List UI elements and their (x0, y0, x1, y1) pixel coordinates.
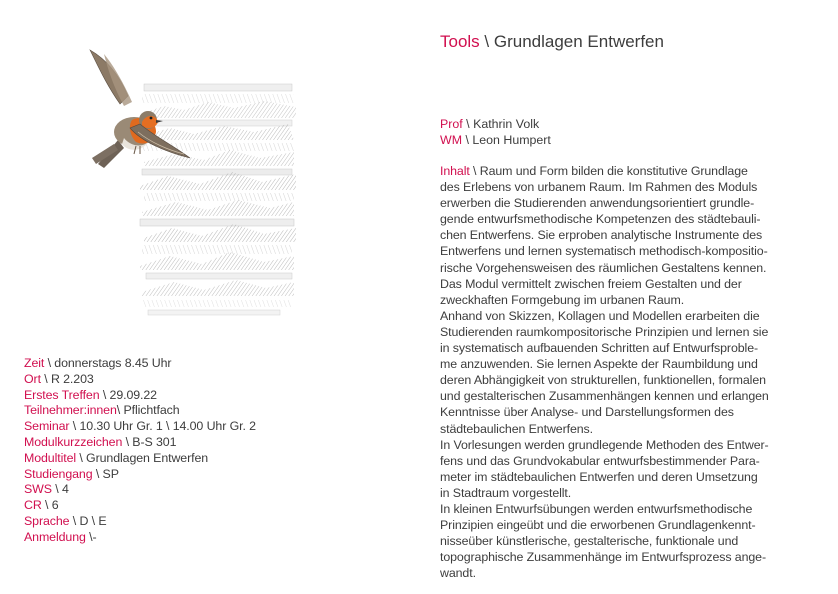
description-line: erwerben die Studierenden anwendungsorientiert grundle- (440, 196, 755, 211)
meta-label: Erstes Treffen (24, 387, 100, 402)
description-line: Entwerfens und lernen systematisch methodisch-kompositio- (440, 244, 768, 259)
description-line: Prinzipien eingeübt und die erworbenen Grundlagenkennt- (440, 518, 756, 533)
meta-value: \ D \ E (69, 513, 107, 528)
description-line: Studierenden raumkompositorische Prinzipien und lernen sie (440, 324, 769, 339)
meta-label: Anmeldung (24, 529, 86, 544)
meta-value: \ 4 (51, 482, 69, 497)
description-line: nisseüber künstlerische, gestalterische, funktionale und (440, 534, 739, 549)
description-line: chen Entwerfens. Sie erproben analytische Instrumente des (440, 228, 763, 243)
meta-row-sws (24, 482, 354, 498)
meta-row-erstes-treffen (24, 388, 354, 404)
description-line (440, 163, 806, 179)
staff-label-prof: Prof (440, 117, 463, 131)
content-label: Inhalt (440, 164, 470, 178)
meta-row-zeit (24, 356, 354, 372)
description-line-text: \ Raum und Form bilden die konstitutive Grundlage (469, 164, 748, 178)
landscape-strips (140, 84, 296, 315)
meta-row-modulkurzzeichen (24, 435, 354, 451)
description-line: zweckhaften Formgebung im urbanen Raum. (440, 292, 685, 307)
description-line: deren Abhängigkeit von strukturellen, funktionellen, formalen (440, 373, 766, 388)
meta-row-cr (24, 498, 354, 514)
staff-value-prof: Kathrin Volk (473, 117, 540, 131)
meta-label: Modultitel (24, 450, 77, 465)
description-line: städtebaulichen Entwerfens. (440, 421, 593, 436)
description-line: In Vorlesungen werden grundlegende Methoden des Entwer- (440, 437, 769, 452)
staff-row-prof: Prof \ Kathrin Volk (440, 117, 540, 131)
meta-label: Zeit (24, 356, 45, 370)
meta-label: Modulkurzzeichen (24, 434, 123, 449)
meta-value: \ R 2.203 (40, 371, 94, 386)
meta-value: \ Grundlagen Entwerfen (76, 450, 209, 465)
meta-row-ort (24, 372, 354, 388)
meta-label: SWS (24, 482, 52, 497)
title-prefix: Tools (440, 32, 480, 51)
meta-row-anmeldung (24, 530, 354, 546)
description-line: topographische Zusammenhänge im Entwurfsprozess ange- (440, 550, 766, 565)
meta-value: \- (85, 529, 97, 544)
meta-row-teilnehmer (24, 403, 354, 419)
description-line: fens und das Grundvokabular entwurfsbestimmender Para- (440, 453, 760, 468)
meta-value: \ Pflichtfach (116, 403, 180, 418)
description-line: rische Vorgehensweisen des räumlichen Gestaltens kennen. (440, 260, 767, 275)
description-line: Das Modul vermittelt zwischen freiem Gestalten und der (440, 276, 742, 291)
meta-label: Sprache (24, 513, 70, 528)
course-description (440, 163, 806, 581)
staff-value-wm: Leon Humpert (472, 133, 551, 148)
meta-label: Studiengang (24, 466, 93, 481)
staff-row-wm: WM \ Leon Humpert (440, 133, 551, 148)
meta-label: Teilnehmer:innen (24, 403, 117, 418)
meta-row-sprache (24, 514, 354, 530)
meta-label: Ort (24, 371, 41, 386)
page-title (440, 31, 664, 53)
meta-label: Seminar (24, 419, 70, 434)
title-separator: \ (479, 32, 494, 51)
description-line: wandt. (440, 566, 476, 581)
meta-row-modultitel (24, 451, 354, 467)
description-line: gende entwurfsmethodische Kompetenzen des städtebauli- (440, 212, 761, 227)
meta-value: \ 6 (41, 498, 59, 513)
staff-list (440, 116, 551, 148)
description-line: des Erlebens von urbanem Raum. Im Rahmen des Moduls (440, 180, 758, 195)
meta-row-seminar (24, 419, 354, 435)
description-line: Kenntnisse über Analyse- und Darstellungsformen des (440, 405, 734, 420)
staff-label-wm: WM (440, 133, 463, 148)
meta-row-studiengang (24, 467, 354, 483)
robin-landscape-illustration (84, 44, 336, 320)
meta-value: \ 10.30 Uhr Gr. 1 \ 14.00 Uhr Gr. 2 (69, 419, 256, 434)
description-line: meter im städtebaulichen Entwerfen und deren Umsetzung (440, 469, 758, 484)
meta-value: \ 29.09.22 (99, 387, 157, 402)
course-meta-list (24, 356, 354, 546)
description-line: Anhand von Skizzen, Kollagen und Modellen erarbeiten die (440, 308, 760, 323)
description-line: in Stadtraum vorgestellt. (440, 485, 572, 500)
description-line: und gestalterischen Zusammenhängen kennen und erlangen (440, 389, 769, 404)
description-line: in systematisch aufbauenden Schritten auf Entwurfsproble- (440, 341, 759, 356)
title-text: Grundlagen Entwerfen (493, 32, 664, 51)
meta-label: CR (24, 498, 42, 513)
meta-value: \ SP (92, 466, 119, 481)
meta-value: \ B-S 301 (122, 434, 177, 449)
meta-value: \ donnerstags 8.45 Uhr (44, 356, 172, 370)
description-line: me anzuwenden. Sie lernen Aspekte der Raumbildung und (440, 357, 758, 372)
description-line: In kleinen Entwurfsübungen werden entwurfsmethodische (440, 501, 753, 516)
